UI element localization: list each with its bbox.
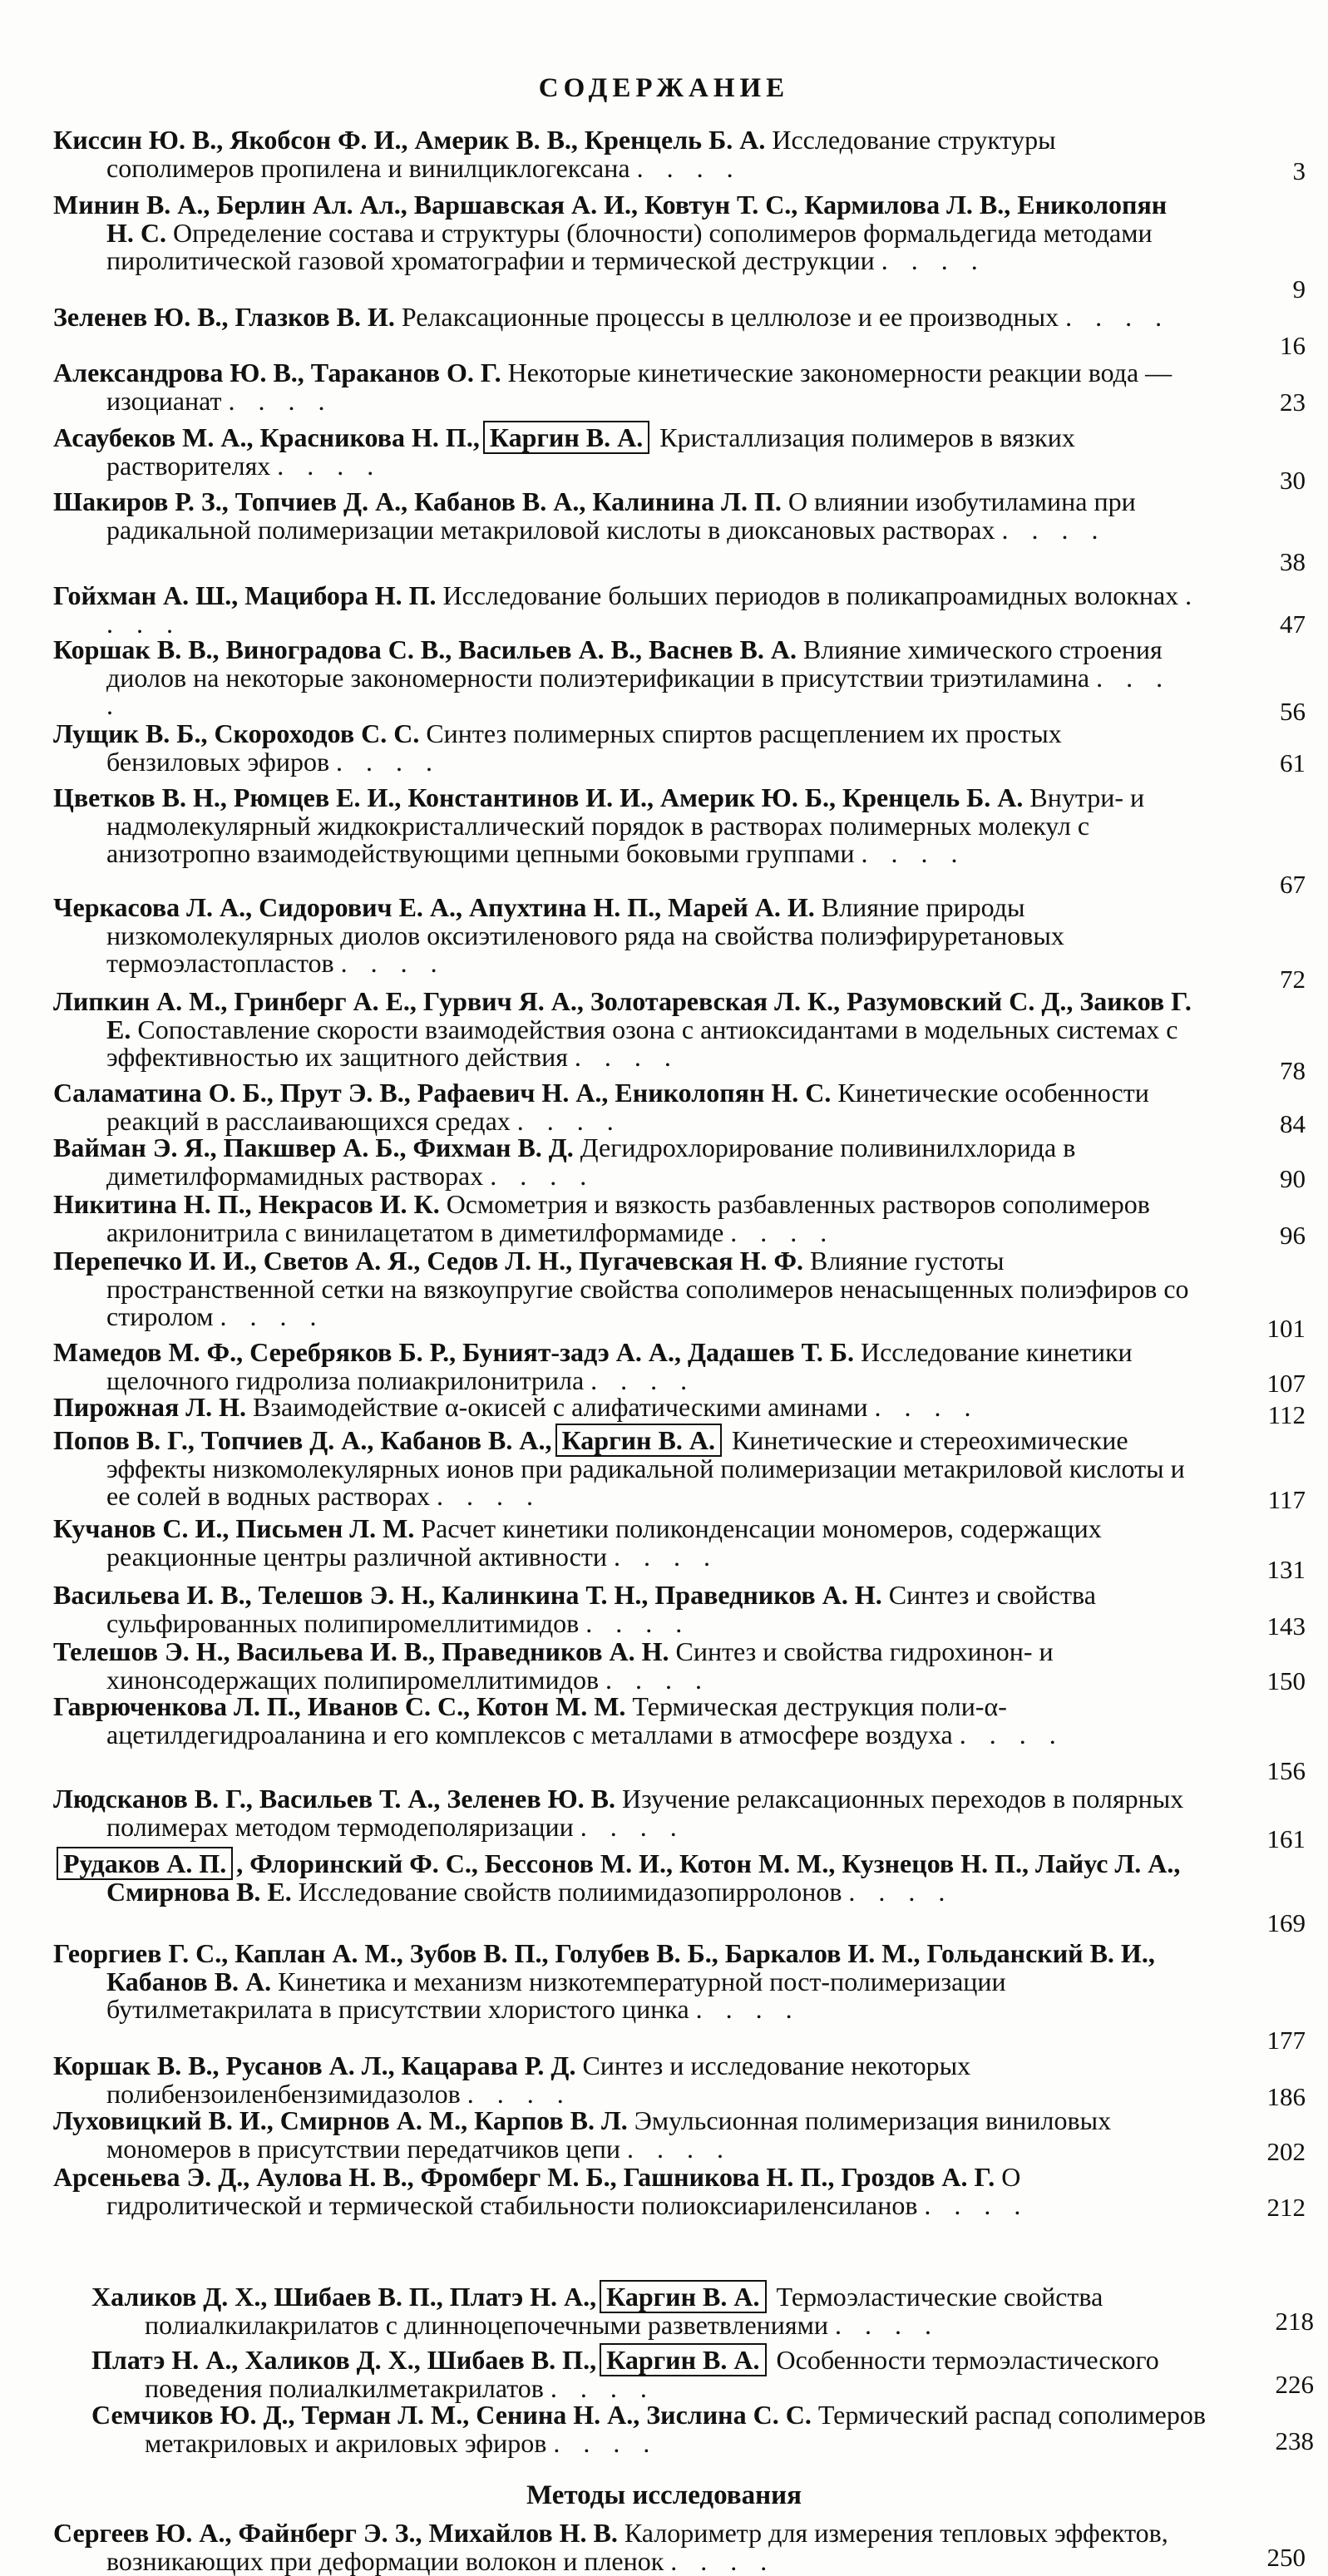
- entry-authors: Людсканов В. Г., Васильев Т. А., Зеленев Ю. В.: [53, 1784, 615, 1814]
- entry-page-number: 67: [1280, 870, 1306, 899]
- entry-title: Дегидрохлорирование поливинилхлорида в диметилформамидных растворах: [106, 1133, 1076, 1191]
- toc-entry: [53, 1638, 1201, 1694]
- entry-page-number: 143: [1266, 1611, 1306, 1641]
- entry-page-number: 112: [1267, 1400, 1306, 1429]
- entry-leader-dots: . . . .: [106, 662, 1172, 720]
- entry-leader-dots: . . . .: [467, 2078, 572, 2109]
- entry-authors: Минин В. А., Берлин Ал. Ал., Варшавская А. И., Ковтун Т. С., Кармилова Л. В., Ениколопян Н. С.: [53, 190, 1168, 248]
- entry-title: Синтез и свойства гидрохинон- и хинонсодержащих полипиромеллитимидов: [106, 1636, 1054, 1695]
- entry-title: Синтез и исследование некоторых полибензоиленбензимидазолов: [106, 2050, 971, 2109]
- entry-title: Кинетические особенности реакций в расслаивающихся средах: [106, 1078, 1149, 1136]
- entry-boxed-author: Каргин В. А.: [600, 2343, 766, 2376]
- entry-authors: Телешов Э. Н., Васильева И. В., Праведников А. Н.: [53, 1636, 669, 1666]
- entry-authors: Халиков Д. Х., Шибаев В. П., Платэ Н. А.,: [91, 2282, 597, 2312]
- entry-leader-dots: . . . .: [340, 948, 446, 978]
- entry-authors: Платэ Н. А., Халиков Д. Х., Шибаев В. П.,: [91, 2345, 597, 2375]
- entry-page-number: 238: [1275, 2426, 1314, 2455]
- toc-entry: [91, 2283, 1206, 2339]
- entry-leader-dots: . . . .: [881, 245, 986, 275]
- entry-leader-dots: . . . .: [590, 1364, 696, 1395]
- entry-title: Синтез полимерных спиртов расщеплением их простых бензиловых эфиров: [106, 718, 1062, 777]
- entry-page-number: 30: [1280, 466, 1306, 495]
- toc-entry: [53, 1394, 1201, 1422]
- entry-authors: Коршак В. В., Русанов А. Л., Кацарава Р. Д.: [53, 2050, 576, 2080]
- entry-leader-dots: . . . .: [861, 838, 966, 868]
- entry-authors: Сергеев Ю. А., Файнберг Э. З., Михайлов Н. В.: [53, 2518, 618, 2548]
- entry-title: Влияние химического строения диолов на некоторые закономерности полиэтерификации в присутствии триэтиламина: [106, 634, 1163, 693]
- entry-leader-dots: . . . .: [220, 1301, 325, 1331]
- entry-authors: Кучанов С. И., Письмен Л. М.: [53, 1513, 415, 1543]
- entry-leader-dots: . . . .: [959, 1719, 1064, 1749]
- section-heading-methods: Методы исследования: [526, 2480, 802, 2510]
- entry-leader-dots: . . . .: [277, 450, 383, 481]
- entry-page-number: 177: [1266, 2026, 1306, 2055]
- entry-page-number: 101: [1266, 1314, 1306, 1343]
- entry-leader-dots: . . . .: [730, 1216, 836, 1247]
- toc-entry: [53, 191, 1201, 275]
- entry-leader-dots: . . . .: [106, 580, 1201, 639]
- entry-authors: Липкин А. М., Гринберг А. Е., Гурвич Я. А., Золотаревская Л. К., Разумовский С. Д., Заиков Г. Е.: [53, 986, 1192, 1044]
- entry-boxed-author: Каргин В. А.: [600, 2280, 766, 2313]
- toc-entry: [53, 894, 1201, 978]
- entry-title: Исследование больших периодов в поликапроамидных волокнах: [436, 580, 1186, 610]
- toc-entry: [53, 720, 1201, 776]
- toc-entry: [53, 303, 1201, 332]
- entry-authors: Гаврюченкова Л. П., Иванов С. С., Котон М. М.: [53, 1691, 626, 1721]
- entry-title: Термический распад сополимеров метакриловых и акриловых эфиров: [145, 2400, 1206, 2458]
- entry-title: Внутри- и надмолекулярный жидкокристаллический порядок в растворах полимерных молекул с анизотропно взаимодействующими цепными боковыми группами: [106, 782, 1145, 868]
- entry-leader-dots: . . . .: [1001, 514, 1107, 545]
- entry-leader-dots: . . . .: [336, 746, 442, 777]
- entry-page-number: 156: [1266, 1756, 1306, 1785]
- entry-page-number: 169: [1266, 1908, 1306, 1937]
- entry-page-number: 212: [1266, 2193, 1306, 2222]
- entry-title: Релаксационные процессы в целлюлозе и ее производных: [394, 302, 1066, 332]
- page-title: СОДЕРЖАНИЕ: [538, 73, 790, 103]
- entry-title: О влиянии изобутиламина при радикальной полимеризации метакриловой кислоты в диоксановых растворах: [106, 486, 1136, 545]
- entry-leader-dots: . . . .: [613, 1541, 718, 1572]
- entry-page-number: 218: [1275, 2307, 1314, 2336]
- entry-leader-dots: . . . .: [436, 1481, 541, 1511]
- entry-title: Некоторые кинетические закономерности реакции вода — изоцианат: [106, 358, 1172, 416]
- toc-entry: [53, 1850, 1201, 1906]
- entry-title: О гидролитической и термической стабильности полиоксиариленсиланов: [106, 2162, 1021, 2220]
- entry-page-number: 107: [1266, 1369, 1306, 1398]
- entry-leader-dots: . . . .: [626, 2133, 732, 2164]
- entry-authors: Коршак В. В., Виноградова С. В., Васильев А. В., Васнев В. А.: [53, 634, 797, 664]
- toc-entry: [53, 2519, 1201, 2575]
- entry-authors: Пирожная Л. Н.: [53, 1392, 247, 1422]
- toc-entry: [53, 2052, 1201, 2108]
- toc-entry: [53, 1693, 1201, 1749]
- entry-leader-dots: . . . .: [834, 2309, 940, 2340]
- entry-page-number: 72: [1280, 965, 1306, 994]
- toc-entry: [53, 359, 1201, 415]
- entry-authors-continued: , Флоринский Ф. С., Бессонов М. И., Котон М. М., Кузнецов Н. П., Лайус Л. А., Смирнова В. Е.: [106, 1848, 1181, 1907]
- entry-authors: Попов В. Г., Топчиев Д. А., Кабанов В. А.,: [53, 1425, 552, 1455]
- entry-page-number: 23: [1280, 387, 1306, 417]
- toc-entry: [53, 784, 1201, 868]
- entry-title: Калориметр для измерения тепловых эффектов, возникающих при деформации волокон и пленок: [106, 2518, 1168, 2576]
- entry-authors: Луховицкий В. И., Смирнов А. М., Карпов В. Л.: [53, 2105, 628, 2135]
- toc-entry: [53, 582, 1201, 638]
- entry-authors: Вайман Э. Я., Пакшвер А. Б., Фихман В. Д.: [53, 1133, 574, 1162]
- toc-entry: [53, 1079, 1201, 1135]
- toc-entry: [91, 2401, 1206, 2457]
- entry-leader-dots: . . . .: [1065, 302, 1171, 332]
- entry-page-number: 38: [1280, 547, 1306, 576]
- toc-entry: [53, 1339, 1201, 1394]
- toc-entry: [53, 1191, 1201, 1246]
- entry-page-number: 161: [1266, 1824, 1306, 1853]
- entry-page-number: 90: [1280, 1164, 1306, 1193]
- entry-title: Изучение релаксационных переходов в полярных полимерах методом термодеполяризации: [106, 1784, 1184, 1842]
- entry-page-number: 16: [1280, 331, 1306, 360]
- entry-authors: Мамедов М. Ф., Серебряков Б. Р., Буният-задэ А. А., Дадашев Т. Б.: [53, 1337, 854, 1367]
- entry-page-number: 96: [1280, 1221, 1306, 1250]
- entry-title: Особенности термоэластического поведения полиалкилметакрилатов: [145, 2345, 1159, 2403]
- entry-authors: Арсеньева Э. Д., Аулова Н. В., Фромберг М. Б., Гашникова Н. П., Гроздов А. Г.: [53, 2162, 995, 2192]
- entry-authors: Киссин Ю. В., Якобсон Ф. И., Америк В. В., Кренцель Б. А.: [53, 125, 766, 155]
- toc-entry: [53, 988, 1201, 1072]
- entry-leader-dots: . . . .: [580, 1811, 685, 1842]
- entry-title: Исследование кинетики щелочного гидролиза полиакрилонитрила: [106, 1337, 1133, 1395]
- entry-page-number: 150: [1266, 1666, 1306, 1695]
- entry-leader-dots: . . . .: [670, 2545, 776, 2576]
- entry-authors: Зеленев Ю. В., Глазков В. И.: [53, 302, 395, 332]
- entry-authors: Никитина Н. П., Некрасов И. К.: [53, 1189, 440, 1219]
- toc-entry: [53, 2107, 1201, 2163]
- toc-entry: [53, 424, 1201, 480]
- entry-authors: Лущик В. Б., Скороходов С. С.: [53, 718, 420, 748]
- entry-page-number: 84: [1280, 1109, 1306, 1138]
- entry-title: Кинетика и механизм низкотемпературной пост-полимеризации бутилметакрилата в присутствии хлористого цинка: [106, 1966, 1006, 2024]
- entry-page-number: 47: [1280, 609, 1306, 639]
- entry-page-number: 78: [1280, 1056, 1306, 1085]
- entry-title: Синтез и свойства сульфированных полипиромеллитимидов: [106, 1580, 1096, 1638]
- entry-title: Влияние густоты пространственной сетки на вязкоупругие свойства сополимеров ненасыщенных полиэфиров со стиролом: [106, 1246, 1189, 1331]
- entry-authors: Перепечко И. И., Светов А. Я., Седов Л. Н., Пугачевская Н. Ф.: [53, 1246, 803, 1276]
- toc-entry: [53, 1134, 1201, 1190]
- entry-leader-dots: . . . .: [574, 1042, 679, 1072]
- toc-entry: [53, 2164, 1201, 2219]
- entry-page-number: 226: [1275, 2370, 1314, 2399]
- entry-page-number: 56: [1280, 697, 1306, 726]
- entry-boxed-author: Каргин В. А.: [555, 1424, 722, 1457]
- toc-entry: [53, 126, 1201, 182]
- entry-title: Сопоставление скорости взаимодействия озона с антиоксидантами в модельных системах с эффективностью их защитного действия: [106, 1014, 1178, 1072]
- toc-entry: [53, 1515, 1201, 1571]
- entry-page-number: 186: [1266, 2082, 1306, 2111]
- entry-title: Кристаллизация полимеров в вязких растворителях: [106, 422, 1075, 481]
- entry-title: Взаимодействие α-окисей с алифатическими аминами: [246, 1392, 875, 1422]
- entry-authors: Гойхман А. Ш., Мацибора Н. П.: [53, 580, 437, 610]
- entry-page-number: 9: [1292, 274, 1306, 303]
- entry-authors: Асаубеков М. А., Красникова Н. П.,: [53, 422, 480, 452]
- entry-title: Термоэластические свойства полиалкилакрилатов с длинноцепочечными разветвлениями: [145, 2282, 1103, 2340]
- entry-title: Влияние природы низкомолекулярных диолов оксиэтиленового ряда на свойства полиэфируретановых термоэластопластов: [106, 892, 1064, 978]
- entry-title: Определение состава и структуры (блочности) сополимеров формальдегида методами пиролитической газовой хроматографии и термической деструкции: [106, 217, 1153, 275]
- entry-boxed-author: Рудаков А. П.: [57, 1847, 233, 1880]
- toc-entry: [53, 1427, 1201, 1511]
- toc-entry: [53, 1247, 1201, 1331]
- entry-authors: Черкасова Л. А., Сидорович Е. А., Апухтина Н. П., Марей А. И.: [53, 892, 815, 922]
- entry-title: Осмометрия и вязкость разбавленных растворов сополимеров акрилонитрила с винилацетатом в диметилформамиде: [106, 1189, 1150, 1247]
- entry-title: Кинетические и стереохимические эффекты низкомолекулярных ионов при радикальной полимеризации метакриловой кислоты и ее солей в водных растворах: [106, 1425, 1185, 1511]
- entry-title: Исследование свойств полиимидазопирролонов: [291, 1876, 849, 1907]
- entry-page-number: 131: [1266, 1555, 1306, 1584]
- entry-authors: Цветков В. Н., Рюмцев Е. И., Константинов И. И., Америк Ю. Б., Кренцель Б. А.: [53, 782, 1024, 812]
- entry-page-number: 202: [1266, 2137, 1306, 2166]
- entry-authors: Саламатина О. Б., Прут Э. В., Рафаевич Н. А., Ениколопян Н. С.: [53, 1078, 832, 1108]
- entry-authors: Семчиков Ю. Д., Терман Л. М., Сенина Н. А., Зислина С. С.: [91, 2400, 812, 2430]
- entry-page-number: 117: [1267, 1485, 1306, 1514]
- entry-leader-dots: . . . .: [924, 2189, 1029, 2220]
- entry-authors: Васильева И. В., Телешов Э. Н., Калинкина Т. Н., Праведников А. Н.: [53, 1580, 882, 1610]
- entry-leader-dots: . . . .: [874, 1392, 980, 1422]
- entry-leader-dots: . . . .: [585, 1607, 691, 1638]
- entry-leader-dots: . . . .: [636, 152, 742, 183]
- entry-title: Термическая деструкция поли-α-ацетилдегидроаланина и его комплексов с металлами в атмосфере воздуха: [106, 1691, 1007, 1749]
- entry-leader-dots: . . . .: [228, 385, 333, 416]
- entry-title: Исследование структуры сополимеров пропилена и винилциклогексана: [106, 125, 1056, 183]
- entry-leader-dots: . . . .: [695, 1994, 801, 2024]
- entry-authors: Георгиев Г. С., Каплан А. М., Зубов В. П., Голубев В. Б., Баркалов И. М., Гольданский В. И., Кабанов В. А.: [53, 1938, 1155, 1996]
- toc-entry: [91, 2347, 1206, 2402]
- entry-title: Эмульсионная полимеризация виниловых мономеров в присутствии передатчиков цепи: [106, 2105, 1112, 2164]
- entry-leader-dots: . . . .: [490, 1160, 595, 1191]
- entry-authors: Шакиров Р. З., Топчиев Д. А., Кабанов В. А., Калинина Л. П.: [53, 486, 782, 516]
- entry-page-number: 250: [1266, 2543, 1306, 2572]
- entry-leader-dots: . . . .: [516, 1105, 622, 1136]
- entry-boxed-author: Каргин В. А.: [483, 421, 649, 454]
- entry-leader-dots: . . . .: [848, 1876, 954, 1907]
- toc-entry: [53, 1582, 1201, 1637]
- toc-entry: [53, 1785, 1201, 1841]
- entry-leader-dots: . . . .: [550, 2372, 655, 2403]
- entry-page-number: 3: [1292, 156, 1306, 185]
- entry-leader-dots: . . . .: [605, 1664, 711, 1695]
- toc-entry: [53, 636, 1201, 720]
- entry-page-number: 61: [1280, 748, 1306, 777]
- entry-title: Расчет кинетики поликонденсации мономеров, содержащих реакционные центры различной активности: [106, 1513, 1102, 1572]
- entry-leader-dots: . . . .: [553, 2427, 659, 2458]
- entry-authors: Александрова Ю. В., Тараканов О. Г.: [53, 358, 501, 387]
- toc-entry: [53, 488, 1201, 544]
- toc-entry: [53, 1940, 1201, 2024]
